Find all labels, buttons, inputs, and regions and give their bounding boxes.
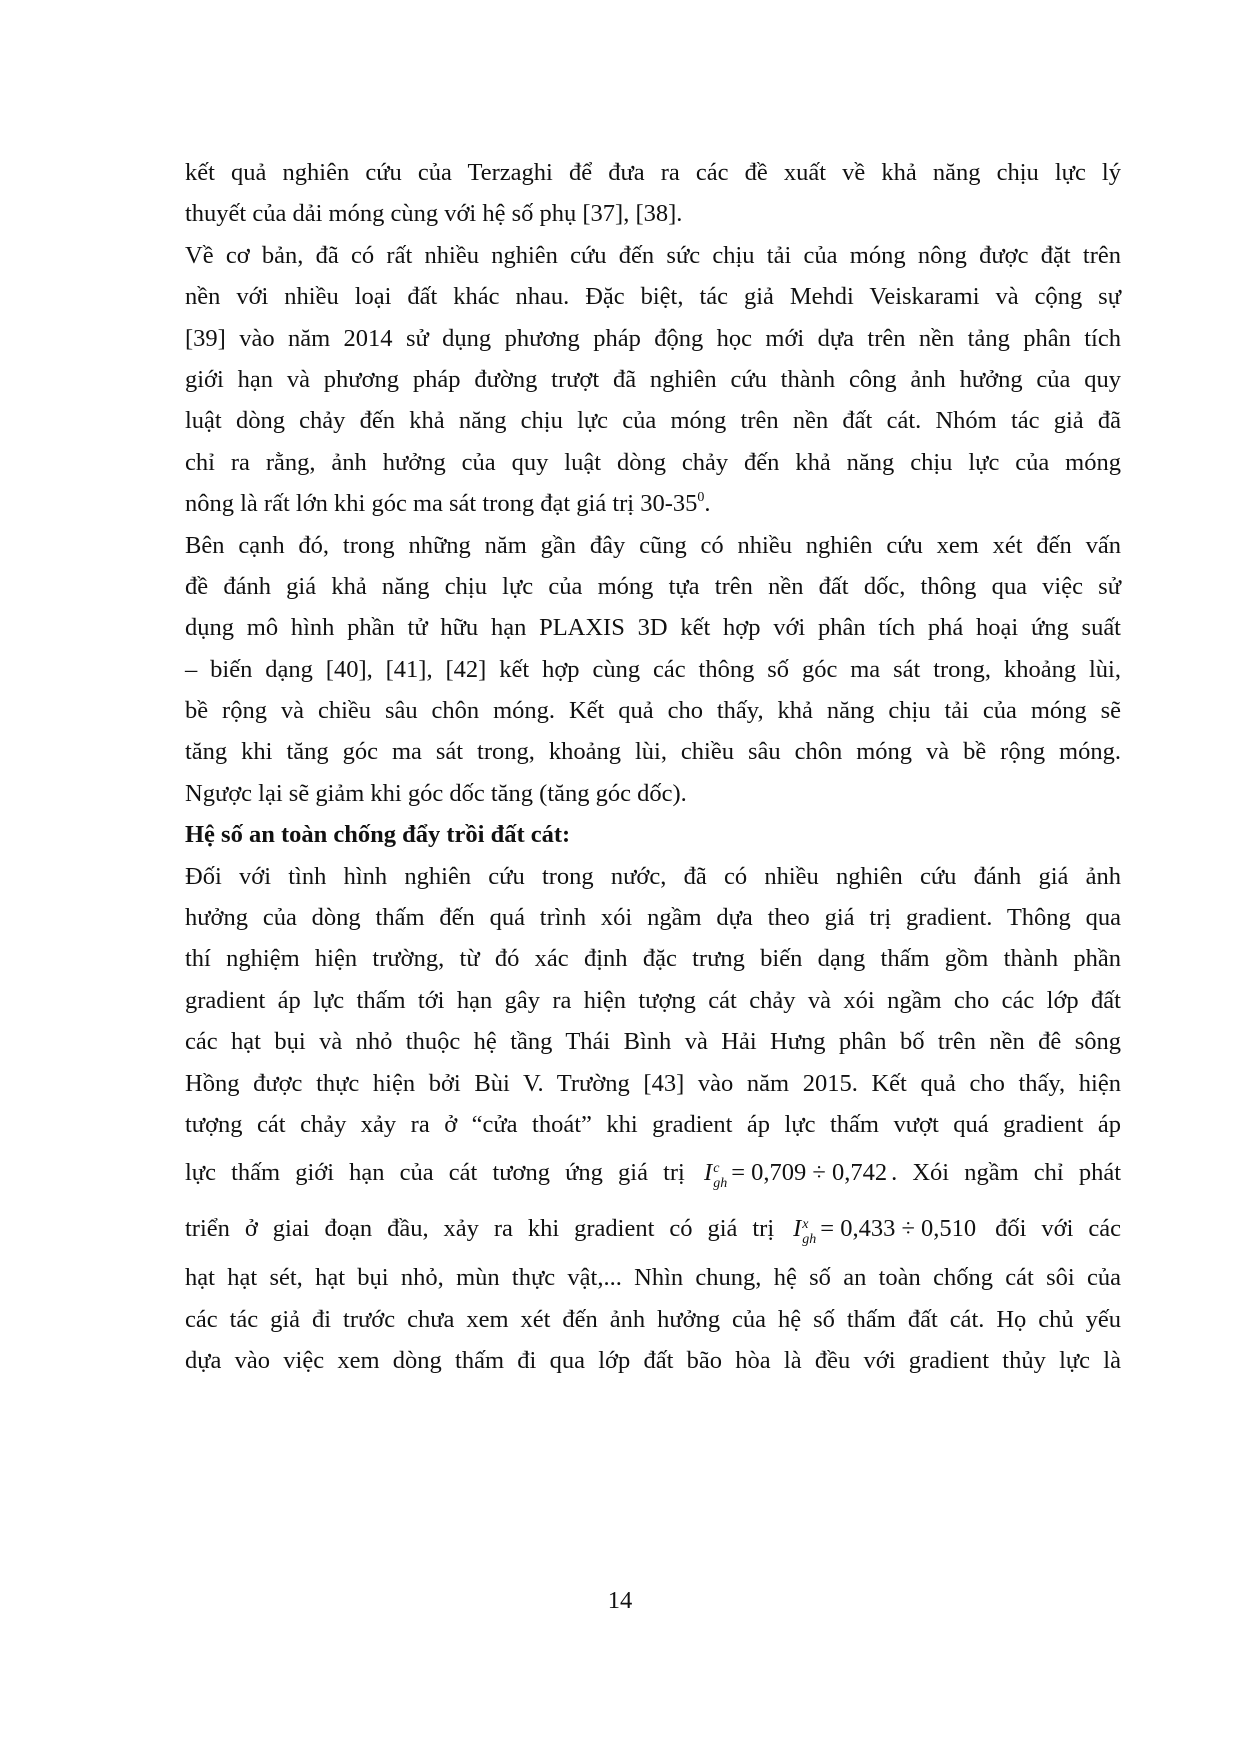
formula-critical-gradient-erosion [789, 1201, 980, 1257]
paragraph-line: luật dòng chảy đến khả năng chịu lực của móng trên nền đất cát. Nhóm tác giả đã [185, 407, 1121, 435]
paragraph-line-with-formula [185, 1145, 1121, 1201]
paragraph-line: Bên cạnh đó, trong những năm gần đây cũng có nhiều nghiên cứu xem xét đến vấn [185, 531, 1121, 559]
formula-value: = 0,433 ÷ 0,510 [820, 1215, 977, 1243]
paragraph-line: thí nghiệm hiện trường, từ đó xác định đặc trưng biến dạng thấm gồm thành phần [185, 945, 1121, 973]
formula-critical-gradient-sand [700, 1145, 891, 1201]
paragraph-line: hưởng của dòng thấm đến quá trình xói ngầm dựa theo giá trị gradient. Thông qua [185, 904, 1121, 932]
paragraph-line-with-formula [185, 1201, 1121, 1257]
paragraph-line: kết quả nghiên cứu của Terzaghi để đưa ra các đề xuất về khả năng chịu lực lý [185, 159, 1121, 186]
paragraph-line: các hạt bụi và nhỏ thuộc hệ tầng Thái Bình và Hải Hưng phân bố trên nền đê sông [185, 1028, 1121, 1056]
paragraph-line: tăng khi tăng góc ma sát trong, khoảng lùi, chiều sâu chôn móng và bề rộng móng. [185, 738, 1121, 766]
paragraph-line: Ngược lại sẽ giảm khi góc dốc tăng (tăng góc dốc). [185, 779, 687, 807]
page-number: 14 [607, 1587, 633, 1614]
paragraph-line: Hồng được thực hiện bởi Bùi V. Trường [43] vào năm 2015. Kết quả cho thấy, hiện [185, 1069, 1121, 1097]
paragraph-line: chỉ ra rằng, ảnh hưởng của quy luật dòng chảy đến khả năng chịu lực của móng [185, 448, 1121, 476]
line-text: nông là rất lớn khi góc ma sát trong đạt giá trị 30-35 [185, 490, 698, 518]
degree-superscript: 0 [697, 490, 705, 506]
formula-subscript: gh [802, 1231, 817, 1247]
paragraph-line: giới hạn và phương pháp đường trượt đã nghiên cứu thành công ảnh hưởng của quy [185, 365, 1121, 393]
document-body [185, 152, 1121, 1382]
section-heading: Hệ số an toàn chống đẩy trồi đất cát: [185, 821, 571, 849]
paragraph-line: đề đánh giá khả năng chịu lực của móng tựa trên nền đất dốc, thông qua việc sử [185, 572, 1121, 600]
formula-symbol: I [704, 1159, 713, 1187]
formula-superscript: c [713, 1160, 720, 1176]
paragraph-line: dụng mô hình phần tử hữu hạn PLAXIS 3D kết hợp với phân tích phá hoại ứng suất [185, 614, 1121, 642]
line-text: đối với các [995, 1215, 1122, 1243]
formula-value: = 0,709 ÷ 0,742 [731, 1159, 888, 1187]
line-text: . [704, 490, 711, 518]
paragraph-line: dựa vào việc xem dòng thấm đi qua lớp đất bão hòa là đều với gradient thủy lực là [185, 1347, 1121, 1375]
formula-subscript: gh [713, 1175, 728, 1191]
paragraph-line: nền với nhiều loại đất khác nhau. Đặc biệt, tác giả Mehdi Veiskarami và cộng sự [185, 283, 1121, 311]
paragraph-line: – biến dạng [40], [41], [42] kết hợp cùng các thông số góc ma sát trong, khoảng lùi, [185, 655, 1121, 683]
line-text: lực thấm giới hạn của cát tương ứng giá trị [185, 1159, 685, 1187]
paragraph-line: [39] vào năm 2014 sử dụng phương pháp động học mới dựa trên nền tảng phân tích [185, 324, 1121, 352]
formula-symbol: I [793, 1215, 802, 1243]
line-text: triển ở giai đoạn đầu, xảy ra khi gradient có giá trị [185, 1215, 775, 1243]
paragraph-line: các tác giả đi trước chưa xem xét đến ảnh hưởng của hệ số thấm đất cát. Họ chủ yếu [185, 1305, 1121, 1333]
paragraph-line: Đối với tình hình nghiên cứu trong nước, đã có nhiều nghiên cứu đánh giá ảnh [185, 862, 1121, 890]
paragraph-line: Về cơ bản, đã có rất nhiều nghiên cứu đến sức chịu tải của móng nông được đặt trên [185, 241, 1121, 269]
paragraph-line: bề rộng và chiều sâu chôn móng. Kết quả cho thấy, khả năng chịu tải của móng sẽ [185, 697, 1121, 725]
paragraph-line: hạt hạt sét, hạt bụi nhỏ, mùn thực vật,... Nhìn chung, hệ số an toàn chống cát sôi của [185, 1264, 1121, 1292]
paragraph-line [185, 483, 1121, 524]
paragraph-line: tượng cát chảy xảy ra ở “cửa thoát” khi gradient áp lực thấm vượt quá gradient áp [185, 1110, 1121, 1138]
line-text: . Xói ngầm chỉ phát [891, 1159, 1122, 1187]
paragraph-line: gradient áp lực thấm tới hạn gây ra hiện tượng cát chảy và xói ngầm cho các lớp đất [185, 986, 1121, 1014]
paragraph-line: thuyết của dải móng cùng với hệ số phụ [37], [38]. [185, 200, 683, 228]
formula-superscript: x [802, 1216, 809, 1232]
